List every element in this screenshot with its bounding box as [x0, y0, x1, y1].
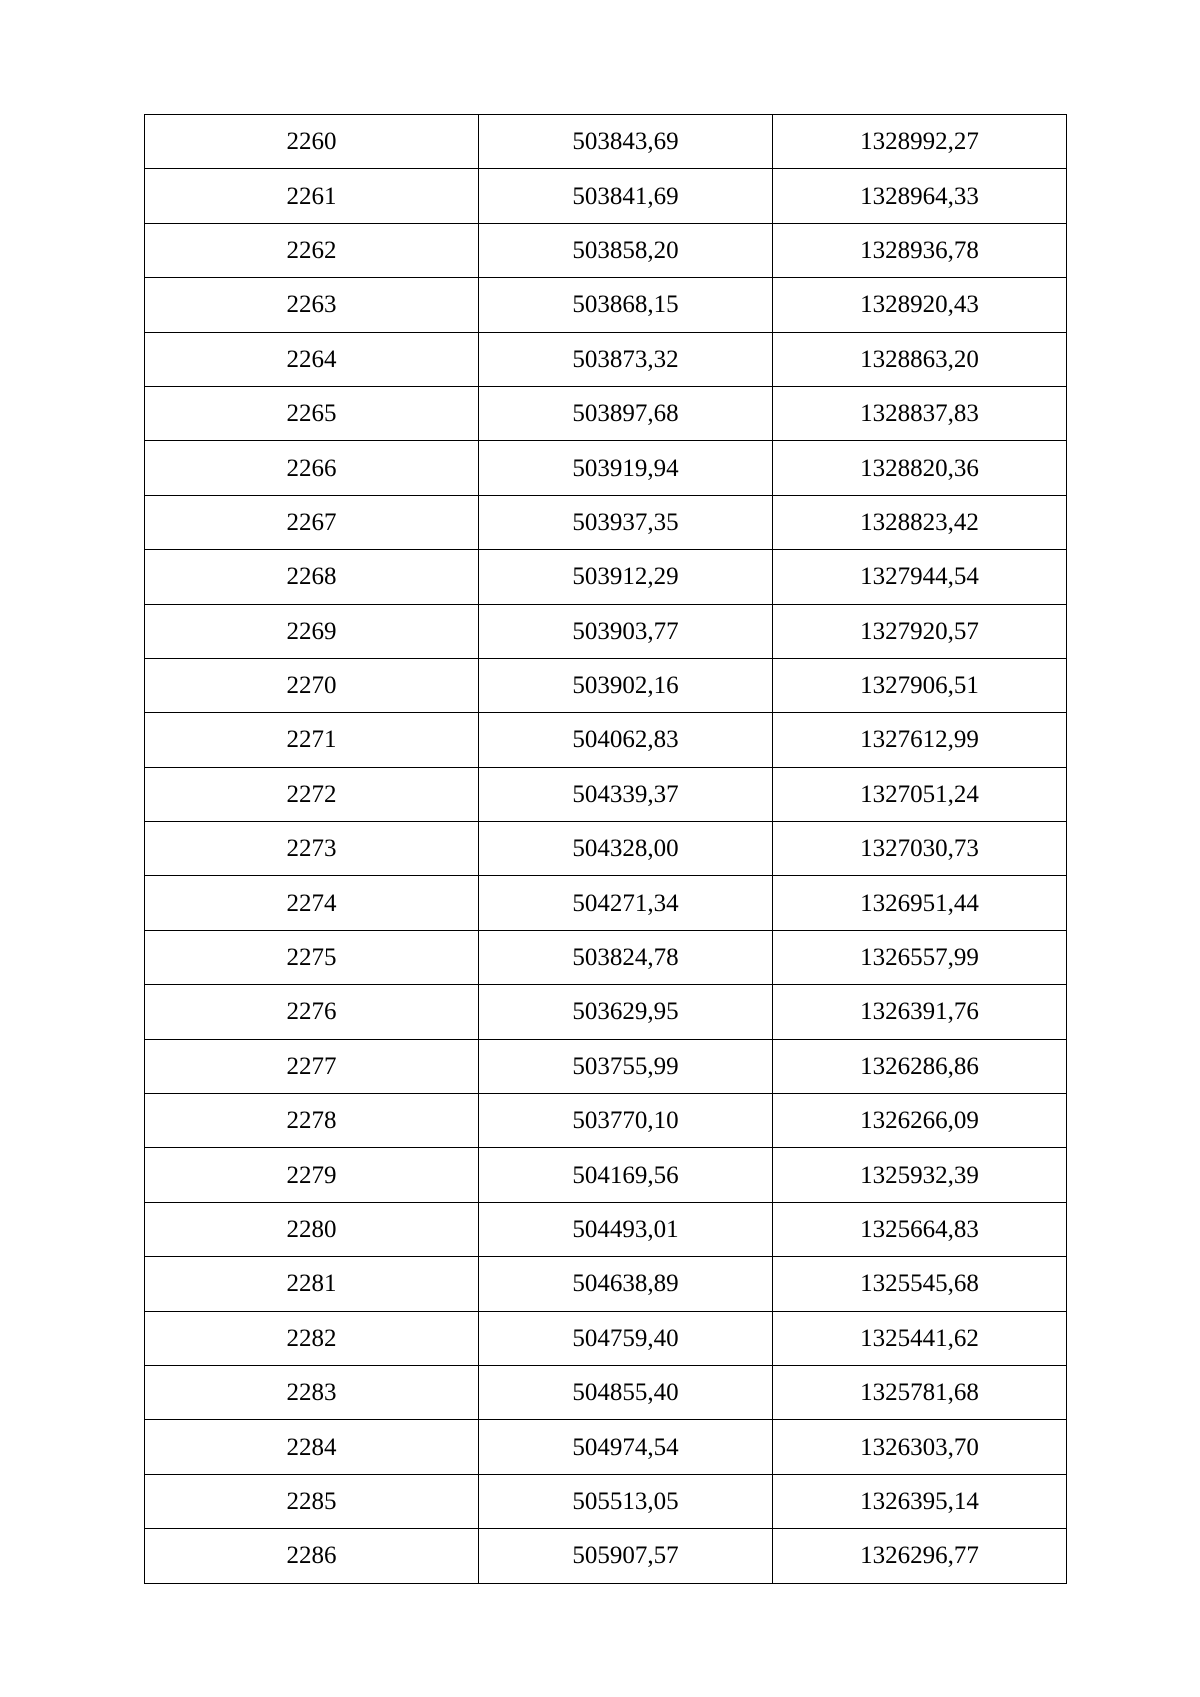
point-number-cell: 2265: [145, 386, 479, 440]
point-number-cell: 2283: [145, 1365, 479, 1419]
table-row: [145, 604, 1067, 658]
table-row: [145, 495, 1067, 549]
y-coordinate-cell: 1326391,76: [773, 985, 1067, 1039]
point-number-cell: 2268: [145, 550, 479, 604]
table-row: [145, 115, 1067, 169]
table-row: [145, 1148, 1067, 1202]
y-coordinate-cell: 1325781,68: [773, 1365, 1067, 1419]
y-coordinate-cell: 1327906,51: [773, 658, 1067, 712]
point-number-cell: 2276: [145, 985, 479, 1039]
x-coordinate-cell: 503841,69: [479, 169, 773, 223]
table-row: [145, 1311, 1067, 1365]
table-row: [145, 1039, 1067, 1093]
x-coordinate-cell: 503868,15: [479, 278, 773, 332]
x-coordinate-cell: 503912,29: [479, 550, 773, 604]
y-coordinate-cell: 1328964,33: [773, 169, 1067, 223]
coordinates-table: [144, 114, 1067, 1584]
point-number-cell: 2273: [145, 822, 479, 876]
y-coordinate-cell: 1325441,62: [773, 1311, 1067, 1365]
y-coordinate-cell: 1328936,78: [773, 223, 1067, 277]
point-number-cell: 2266: [145, 441, 479, 495]
y-coordinate-cell: 1328863,20: [773, 332, 1067, 386]
y-coordinate-cell: 1325664,83: [773, 1202, 1067, 1256]
table-row: [145, 985, 1067, 1039]
x-coordinate-cell: 503858,20: [479, 223, 773, 277]
point-number-cell: 2263: [145, 278, 479, 332]
x-coordinate-cell: 503824,78: [479, 930, 773, 984]
x-coordinate-cell: 505513,05: [479, 1474, 773, 1528]
x-coordinate-cell: 505907,57: [479, 1529, 773, 1583]
x-coordinate-cell: 504855,40: [479, 1365, 773, 1419]
y-coordinate-cell: 1325545,68: [773, 1257, 1067, 1311]
table-row: [145, 713, 1067, 767]
table-row: [145, 550, 1067, 604]
point-number-cell: 2267: [145, 495, 479, 549]
y-coordinate-cell: 1327612,99: [773, 713, 1067, 767]
x-coordinate-cell: 504062,83: [479, 713, 773, 767]
table-row: [145, 930, 1067, 984]
y-coordinate-cell: 1326395,14: [773, 1474, 1067, 1528]
point-number-cell: 2269: [145, 604, 479, 658]
y-coordinate-cell: 1326296,77: [773, 1529, 1067, 1583]
x-coordinate-cell: 503770,10: [479, 1094, 773, 1148]
table-row: [145, 876, 1067, 930]
point-number-cell: 2277: [145, 1039, 479, 1093]
point-number-cell: 2272: [145, 767, 479, 821]
point-number-cell: 2280: [145, 1202, 479, 1256]
y-coordinate-cell: 1326951,44: [773, 876, 1067, 930]
x-coordinate-cell: 503755,99: [479, 1039, 773, 1093]
y-coordinate-cell: 1327920,57: [773, 604, 1067, 658]
table-row: [145, 223, 1067, 277]
table-row: [145, 1529, 1067, 1583]
table-row: [145, 1474, 1067, 1528]
point-number-cell: 2278: [145, 1094, 479, 1148]
y-coordinate-cell: 1325932,39: [773, 1148, 1067, 1202]
x-coordinate-cell: 504169,56: [479, 1148, 773, 1202]
point-number-cell: 2284: [145, 1420, 479, 1474]
x-coordinate-cell: 503919,94: [479, 441, 773, 495]
table-row: [145, 1094, 1067, 1148]
point-number-cell: 2281: [145, 1257, 479, 1311]
point-number-cell: 2275: [145, 930, 479, 984]
coordinates-table-body: [145, 115, 1067, 1584]
x-coordinate-cell: 504493,01: [479, 1202, 773, 1256]
point-number-cell: 2271: [145, 713, 479, 767]
x-coordinate-cell: 504974,54: [479, 1420, 773, 1474]
y-coordinate-cell: 1328820,36: [773, 441, 1067, 495]
table-row: [145, 1420, 1067, 1474]
x-coordinate-cell: 504328,00: [479, 822, 773, 876]
point-number-cell: 2262: [145, 223, 479, 277]
y-coordinate-cell: 1328837,83: [773, 386, 1067, 440]
point-number-cell: 2274: [145, 876, 479, 930]
y-coordinate-cell: 1327944,54: [773, 550, 1067, 604]
table-row: [145, 332, 1067, 386]
point-number-cell: 2282: [145, 1311, 479, 1365]
table-row: [145, 767, 1067, 821]
table-row: [145, 441, 1067, 495]
y-coordinate-cell: 1326286,86: [773, 1039, 1067, 1093]
x-coordinate-cell: 503937,35: [479, 495, 773, 549]
point-number-cell: 2286: [145, 1529, 479, 1583]
x-coordinate-cell: 503902,16: [479, 658, 773, 712]
table-row: [145, 658, 1067, 712]
y-coordinate-cell: 1326303,70: [773, 1420, 1067, 1474]
table-row: [145, 386, 1067, 440]
y-coordinate-cell: 1327051,24: [773, 767, 1067, 821]
point-number-cell: 2261: [145, 169, 479, 223]
y-coordinate-cell: 1327030,73: [773, 822, 1067, 876]
y-coordinate-cell: 1328920,43: [773, 278, 1067, 332]
table-row: [145, 1365, 1067, 1419]
x-coordinate-cell: 503897,68: [479, 386, 773, 440]
x-coordinate-cell: 504759,40: [479, 1311, 773, 1365]
point-number-cell: 2270: [145, 658, 479, 712]
x-coordinate-cell: 504339,37: [479, 767, 773, 821]
x-coordinate-cell: 504638,89: [479, 1257, 773, 1311]
x-coordinate-cell: 503843,69: [479, 115, 773, 169]
table-row: [145, 169, 1067, 223]
point-number-cell: 2260: [145, 115, 479, 169]
y-coordinate-cell: 1328823,42: [773, 495, 1067, 549]
point-number-cell: 2285: [145, 1474, 479, 1528]
y-coordinate-cell: 1326266,09: [773, 1094, 1067, 1148]
point-number-cell: 2279: [145, 1148, 479, 1202]
y-coordinate-cell: 1328992,27: [773, 115, 1067, 169]
table-row: [145, 1202, 1067, 1256]
y-coordinate-cell: 1326557,99: [773, 930, 1067, 984]
x-coordinate-cell: 504271,34: [479, 876, 773, 930]
x-coordinate-cell: 503629,95: [479, 985, 773, 1039]
x-coordinate-cell: 503873,32: [479, 332, 773, 386]
table-row: [145, 1257, 1067, 1311]
x-coordinate-cell: 503903,77: [479, 604, 773, 658]
table-row: [145, 822, 1067, 876]
point-number-cell: 2264: [145, 332, 479, 386]
table-row: [145, 278, 1067, 332]
